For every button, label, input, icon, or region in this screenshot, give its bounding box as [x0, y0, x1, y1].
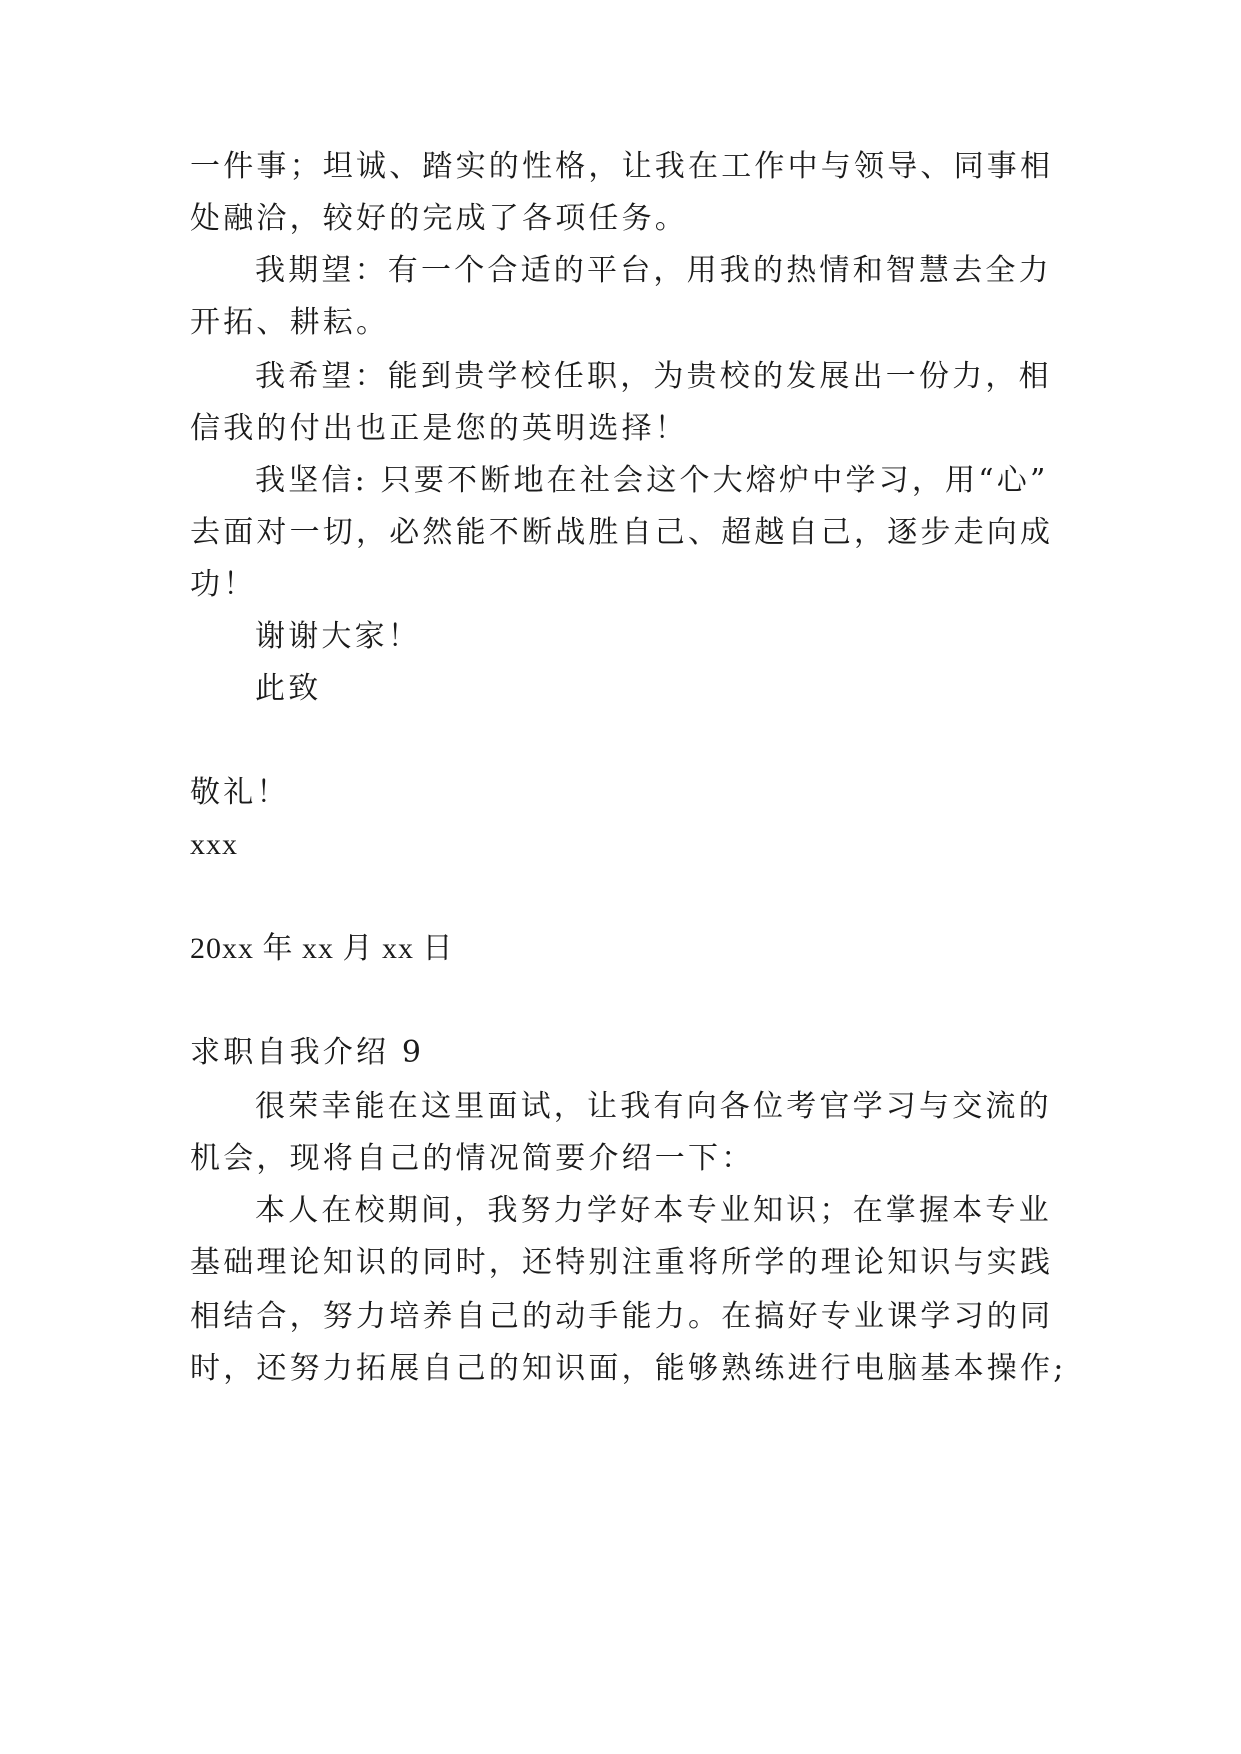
- paragraph-line: 功！: [190, 567, 257, 602]
- paragraph-line: 我坚信: 只要不断地在社会这个大熔炉中学习，用“心”: [255, 463, 1049, 498]
- paragraph-line: 处融洽，较好的完成了各项任务。: [190, 201, 688, 236]
- paragraph-line: 我希望：能到贵学校任职，为贵校的发展出一份力，相: [255, 359, 1052, 394]
- paragraph-line: 谢谢大家！: [255, 619, 421, 654]
- paragraph-line: 去面对一切，必然能不断战胜自己、超越自己，逐步走向成: [190, 515, 1054, 550]
- paragraph-line: 机会，现将自己的情况简要介绍一下：: [190, 1141, 755, 1176]
- paragraph-line: 信我的付出也正是您的英明选择！: [190, 411, 688, 446]
- paragraph-line: 很荣幸能在这里面试，让我有向各位考官学习与交流的: [255, 1089, 1052, 1124]
- closing-line: 此致: [255, 671, 322, 706]
- paragraph-line: 基础理论知识的同时，还特别注重将所学的理论知识与实践: [190, 1245, 1054, 1280]
- signature-name: xxx: [190, 828, 238, 861]
- paragraph-line: 一件事；坦诚、踏实的性格，让我在工作中与领导、同事相: [190, 149, 1054, 184]
- paragraph-line: 本人在校期间，我努力学好本专业知识；在掌握本专业: [255, 1193, 1052, 1228]
- section-heading: 求职自我介绍 9: [190, 1035, 425, 1070]
- salutation-line: 敬礼！: [190, 775, 290, 810]
- paragraph-line: 时，还努力拓展自己的知识面，能够熟练进行电脑基本操作;: [190, 1351, 1067, 1386]
- signature-date: 20xx 年 xx 月 xx 日: [190, 932, 454, 965]
- paragraph-line: 相结合，努力培养自己的动手能力。在搞好专业课学习的同: [190, 1299, 1054, 1334]
- paragraph-line: 开拓、耕耘。: [190, 305, 390, 340]
- paragraph-line: 我期望：有一个合适的平台，用我的热情和智慧去全力: [255, 253, 1052, 288]
